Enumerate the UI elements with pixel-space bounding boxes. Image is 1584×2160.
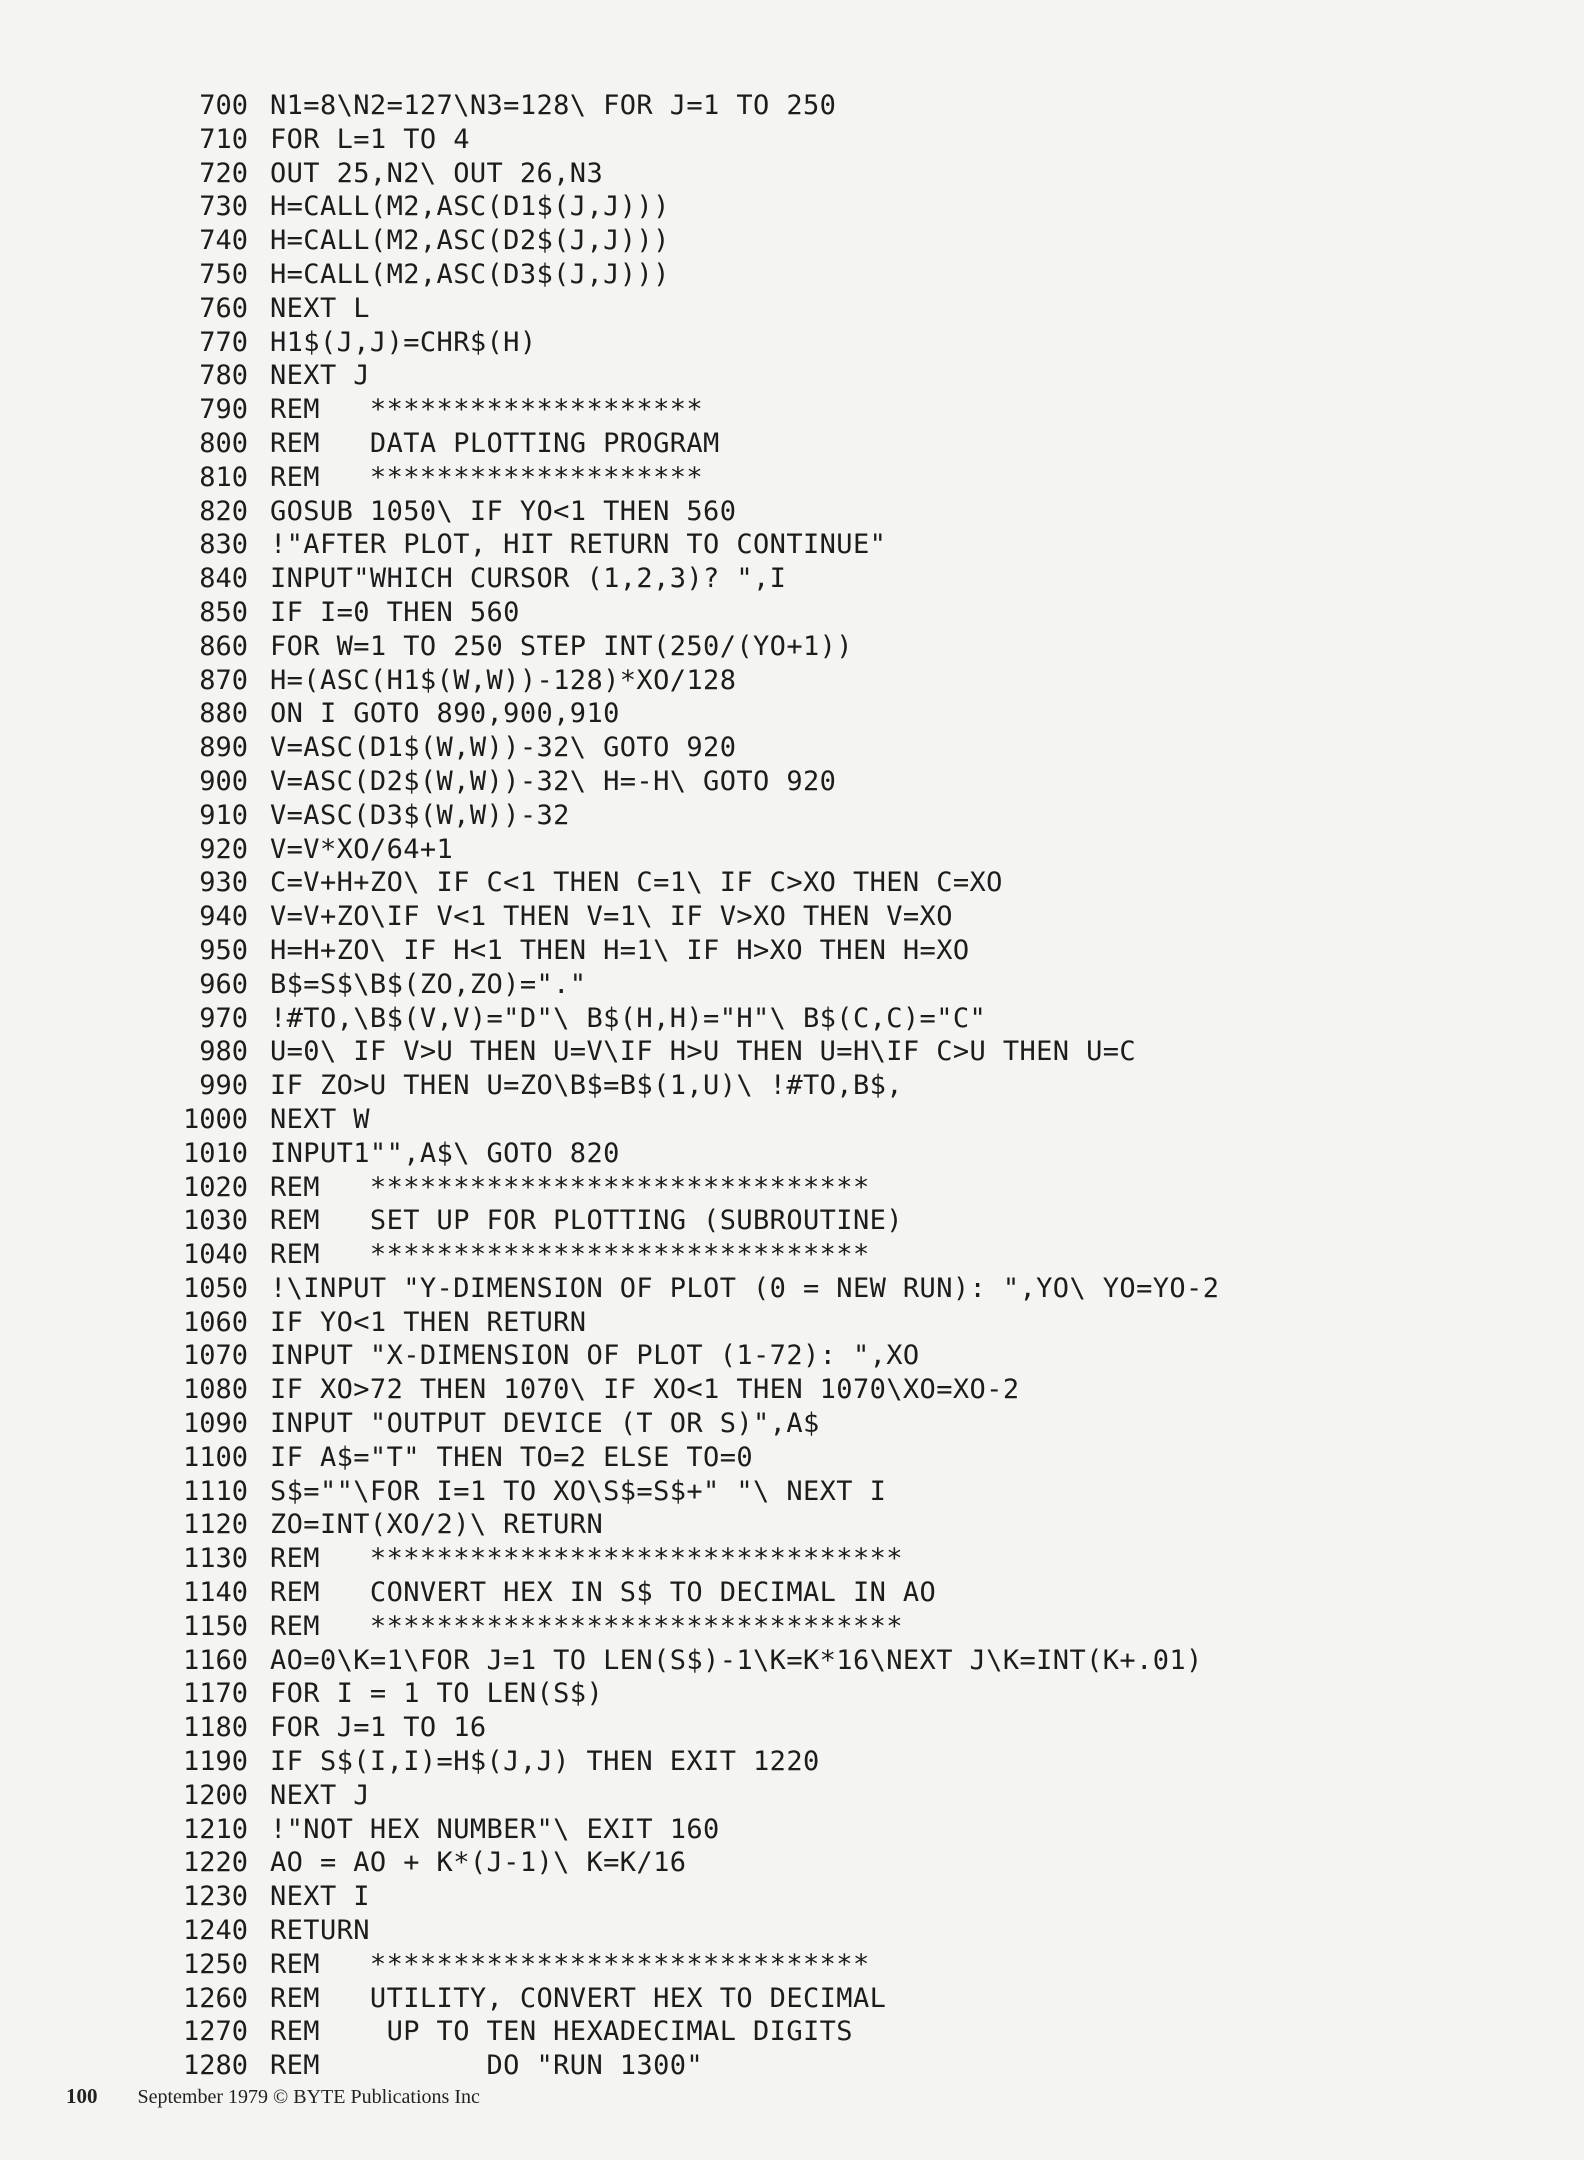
code-line bbox=[140, 1745, 1440, 1779]
code-line bbox=[140, 596, 1440, 630]
code-text: REM SET UP FOR PLOTTING (SUBROUTINE) bbox=[270, 1205, 903, 1237]
line-number: 1090 bbox=[182, 1408, 248, 1440]
code-text: NEXT J bbox=[270, 1779, 370, 1811]
line-number: 1190 bbox=[182, 1746, 248, 1778]
line-number: 860 bbox=[199, 630, 248, 662]
code-text: REM UTILITY, CONVERT HEX TO DECIMAL bbox=[270, 1982, 887, 2014]
code-text: H=H+ZO\ IF H<1 THEN H=1\ IF H>XO THEN H=XO bbox=[270, 934, 970, 966]
code-text: OUT 25,N2\ OUT 26,N3 bbox=[270, 157, 604, 189]
code-line bbox=[140, 1880, 1440, 1914]
code-line bbox=[140, 528, 1440, 562]
line-number: 830 bbox=[199, 529, 248, 561]
code-text: H1$(J,J)=CHR$(H) bbox=[270, 326, 537, 358]
line-number: 1040 bbox=[182, 1239, 248, 1271]
line-number: 1280 bbox=[182, 2050, 248, 2082]
line-number: 980 bbox=[199, 1036, 248, 1068]
line-number: 740 bbox=[199, 225, 248, 257]
code-text: IF XO>72 THEN 1070\ IF XO<1 THEN 1070\XO=XO-2 bbox=[270, 1374, 1020, 1406]
code-line bbox=[140, 123, 1440, 157]
code-text: !#TO,\B$(V,V)="D"\ B$(H,H)="H"\ B$(C,C)="C" bbox=[270, 1002, 987, 1034]
line-number: 780 bbox=[199, 360, 248, 392]
code-text: REM ******************************** bbox=[270, 1610, 903, 1642]
code-line bbox=[140, 1035, 1440, 1069]
code-line bbox=[140, 765, 1440, 799]
line-number: 840 bbox=[199, 563, 248, 595]
code-line bbox=[140, 1677, 1440, 1711]
code-text: INPUT1"",A$\ GOTO 820 bbox=[270, 1137, 620, 1169]
code-text: V=ASC(D1$(W,W))-32\ GOTO 920 bbox=[270, 732, 737, 764]
code-text: IF A$="T" THEN TO=2 ELSE TO=0 bbox=[270, 1441, 754, 1473]
code-text: NEXT L bbox=[270, 292, 370, 324]
code-line bbox=[140, 1779, 1440, 1813]
line-number: 1260 bbox=[182, 1982, 248, 2014]
line-number: 730 bbox=[199, 191, 248, 223]
line-number: 1120 bbox=[182, 1509, 248, 1541]
code-line bbox=[140, 1204, 1440, 1238]
code-text: N1=8\N2=127\N3=128\ FOR J=1 TO 250 bbox=[270, 90, 837, 121]
line-number: 1150 bbox=[182, 1610, 248, 1642]
code-line bbox=[140, 359, 1440, 393]
code-line bbox=[140, 495, 1440, 529]
line-number: 1210 bbox=[182, 1813, 248, 1845]
code-text: B$=S$\B$(ZO,ZO)="." bbox=[270, 968, 587, 1000]
code-line bbox=[140, 1948, 1440, 1982]
code-line bbox=[140, 1846, 1440, 1880]
code-text: FOR W=1 TO 250 STEP INT(250/(YO+1)) bbox=[270, 630, 853, 662]
code-text: V=ASC(D3$(W,W))-32 bbox=[270, 799, 570, 831]
code-text: RETURN bbox=[270, 1915, 370, 1947]
code-line bbox=[140, 326, 1440, 360]
code-line bbox=[140, 224, 1440, 258]
line-number: 820 bbox=[199, 495, 248, 527]
code-line bbox=[140, 1272, 1440, 1306]
code-line bbox=[140, 1711, 1440, 1745]
code-text: U=0\ IF V>U THEN U=V\IF H>U THEN U=H\IF C>U THEN U=C bbox=[270, 1036, 1137, 1068]
line-number: 990 bbox=[199, 1070, 248, 1102]
line-number: 970 bbox=[199, 1002, 248, 1034]
page-number: 100 bbox=[66, 2084, 98, 2108]
code-text: REM DATA PLOTTING PROGRAM bbox=[270, 427, 720, 459]
code-line bbox=[140, 1508, 1440, 1542]
code-text: REM ****************************** bbox=[270, 1948, 870, 1980]
code-text: INPUT "X-DIMENSION OF PLOT (1-72): ",XO bbox=[270, 1340, 920, 1372]
code-line bbox=[140, 664, 1440, 698]
line-number: 1000 bbox=[182, 1103, 248, 1135]
footer-credit: September 1979 © BYTE Publications Inc bbox=[137, 2086, 480, 2108]
code-text: REM ******************************** bbox=[270, 1543, 903, 1575]
line-number: 1170 bbox=[182, 1678, 248, 1710]
code-line bbox=[140, 2015, 1440, 2049]
line-number: 1070 bbox=[182, 1340, 248, 1372]
code-text: AO = AO + K*(J-1)\ K=K/16 bbox=[270, 1847, 687, 1879]
code-line bbox=[140, 900, 1440, 934]
code-line bbox=[140, 562, 1440, 596]
line-number: 760 bbox=[199, 292, 248, 324]
line-number: 710 bbox=[199, 123, 248, 155]
code-line bbox=[140, 1407, 1440, 1441]
code-line bbox=[140, 697, 1440, 731]
line-number: 890 bbox=[199, 732, 248, 764]
line-number: 1140 bbox=[182, 1577, 248, 1609]
line-number: 1060 bbox=[182, 1306, 248, 1338]
line-number: 800 bbox=[199, 427, 248, 459]
code-line bbox=[140, 461, 1440, 495]
line-number: 1270 bbox=[182, 2016, 248, 2048]
line-number: 1230 bbox=[182, 1881, 248, 1913]
code-line bbox=[140, 393, 1440, 427]
code-line bbox=[140, 1339, 1440, 1373]
code-text: C=V+H+ZO\ IF C<1 THEN C=1\ IF C>XO THEN C=XO bbox=[270, 867, 1003, 899]
line-number: 1010 bbox=[182, 1137, 248, 1169]
code-text: REM UP TO TEN HEXADECIMAL DIGITS bbox=[270, 2016, 853, 2048]
code-line bbox=[140, 1441, 1440, 1475]
code-line bbox=[140, 731, 1440, 765]
code-text: IF I=0 THEN 560 bbox=[270, 596, 520, 628]
code-line bbox=[140, 799, 1440, 833]
line-number: 1020 bbox=[182, 1171, 248, 1203]
code-line bbox=[140, 1475, 1440, 1509]
page-footer bbox=[66, 2084, 480, 2109]
line-number: 1160 bbox=[182, 1644, 248, 1676]
code-text: H=(ASC(H1$(W,W))-128)*XO/128 bbox=[270, 664, 737, 696]
code-line bbox=[140, 190, 1440, 224]
line-number: 1240 bbox=[182, 1915, 248, 1947]
code-text: NEXT I bbox=[270, 1881, 370, 1913]
code-text: NEXT W bbox=[270, 1103, 370, 1135]
code-line bbox=[140, 1373, 1440, 1407]
code-text: H=CALL(M2,ASC(D1$(J,J))) bbox=[270, 191, 670, 223]
line-number: 1080 bbox=[182, 1374, 248, 1406]
code-line bbox=[140, 1171, 1440, 1205]
line-number: 940 bbox=[199, 901, 248, 933]
line-number: 1110 bbox=[182, 1475, 248, 1507]
line-number: 950 bbox=[199, 934, 248, 966]
code-line bbox=[140, 89, 1440, 123]
code-line bbox=[140, 1103, 1440, 1137]
code-line bbox=[140, 427, 1440, 461]
code-text: IF S$(I,I)=H$(J,J) THEN EXIT 1220 bbox=[270, 1746, 820, 1778]
code-line bbox=[140, 866, 1440, 900]
line-number: 1180 bbox=[182, 1712, 248, 1744]
code-text: REM ****************************** bbox=[270, 1239, 870, 1271]
code-text: !\INPUT "Y-DIMENSION OF PLOT (0 = NEW RUN): ",YO\ YO=YO-2 bbox=[270, 1272, 1220, 1304]
line-number: 930 bbox=[199, 867, 248, 899]
code-line bbox=[140, 1002, 1440, 1036]
code-text: !"AFTER PLOT, HIT RETURN TO CONTINUE" bbox=[270, 529, 887, 561]
line-number: 770 bbox=[199, 326, 248, 358]
code-line bbox=[140, 968, 1440, 1002]
code-text: NEXT J bbox=[270, 360, 370, 392]
code-text: H=CALL(M2,ASC(D3$(J,J))) bbox=[270, 258, 670, 290]
line-number: 1100 bbox=[182, 1441, 248, 1473]
code-text: REM ****************************** bbox=[270, 1171, 870, 1203]
code-line bbox=[140, 1644, 1440, 1678]
line-number: 1050 bbox=[182, 1272, 248, 1304]
line-number: 810 bbox=[199, 461, 248, 493]
line-number: 1220 bbox=[182, 1847, 248, 1879]
line-number: 720 bbox=[199, 157, 248, 189]
line-number: 880 bbox=[199, 698, 248, 730]
code-text: V=V+ZO\IF V<1 THEN V=1\ IF V>XO THEN V=XO bbox=[270, 901, 953, 933]
code-line bbox=[140, 292, 1440, 326]
line-number: 960 bbox=[199, 968, 248, 1000]
line-number: 910 bbox=[199, 799, 248, 831]
line-number: 1250 bbox=[182, 1948, 248, 1980]
line-number: 920 bbox=[199, 833, 248, 865]
line-number: 850 bbox=[199, 596, 248, 628]
code-text: FOR I = 1 TO LEN(S$) bbox=[270, 1678, 604, 1710]
code-text: ZO=INT(XO/2)\ RETURN bbox=[270, 1509, 604, 1541]
code-line bbox=[140, 1914, 1440, 1948]
code-text: AO=0\K=1\FOR J=1 TO LEN(S$)-1\K=K*16\NEXT J\K=INT(K+.01) bbox=[270, 1644, 1203, 1676]
code-text: !"NOT HEX NUMBER"\ EXIT 160 bbox=[270, 1813, 720, 1845]
code-text: IF ZO>U THEN U=ZO\B$=B$(1,U)\ !#TO,B$, bbox=[270, 1070, 903, 1102]
code-line bbox=[140, 157, 1440, 191]
code-line bbox=[140, 1982, 1440, 2016]
line-number: 1130 bbox=[182, 1543, 248, 1575]
code-line bbox=[140, 1576, 1440, 1610]
code-line bbox=[140, 2049, 1440, 2083]
code-line bbox=[140, 1542, 1440, 1576]
line-number: 1030 bbox=[182, 1205, 248, 1237]
line-number: 1200 bbox=[182, 1779, 248, 1811]
code-text: REM ******************** bbox=[270, 461, 704, 493]
line-number: 750 bbox=[199, 258, 248, 290]
code-line bbox=[140, 833, 1440, 867]
code-text: V=V*XO/64+1 bbox=[270, 833, 454, 865]
code-line bbox=[140, 1610, 1440, 1644]
code-text: REM ******************** bbox=[270, 394, 704, 426]
line-number: 700 bbox=[199, 90, 248, 121]
code-line bbox=[140, 1813, 1440, 1847]
code-line bbox=[140, 1137, 1440, 1171]
code-line bbox=[140, 1069, 1440, 1103]
code-text: FOR J=1 TO 16 bbox=[270, 1712, 487, 1744]
code-line bbox=[140, 630, 1440, 664]
line-number: 790 bbox=[199, 394, 248, 426]
code-line bbox=[140, 1238, 1440, 1272]
code-line bbox=[140, 258, 1440, 292]
line-number: 900 bbox=[199, 765, 248, 797]
code-line bbox=[140, 1306, 1440, 1340]
code-text: INPUT "OUTPUT DEVICE (T OR S)",A$ bbox=[270, 1408, 820, 1440]
code-line bbox=[140, 934, 1440, 968]
code-text: REM CONVERT HEX IN S$ TO DECIMAL IN AO bbox=[270, 1577, 937, 1609]
code-text: REM DO "RUN 1300" bbox=[270, 2050, 704, 2082]
code-text: IF YO<1 THEN RETURN bbox=[270, 1306, 587, 1338]
code-text: FOR L=1 TO 4 bbox=[270, 123, 470, 155]
code-text: S$=""\FOR I=1 TO XO\S$=S$+" "\ NEXT I bbox=[270, 1475, 887, 1507]
code-text: H=CALL(M2,ASC(D2$(J,J))) bbox=[270, 225, 670, 257]
line-number: 870 bbox=[199, 664, 248, 696]
code-text: ON I GOTO 890,900,910 bbox=[270, 698, 620, 730]
program-listing bbox=[140, 89, 1440, 2083]
code-text: INPUT"WHICH CURSOR (1,2,3)? ",I bbox=[270, 563, 787, 595]
code-text: GOSUB 1050\ IF YO<1 THEN 560 bbox=[270, 495, 737, 527]
code-text: V=ASC(D2$(W,W))-32\ H=-H\ GOTO 920 bbox=[270, 765, 837, 797]
